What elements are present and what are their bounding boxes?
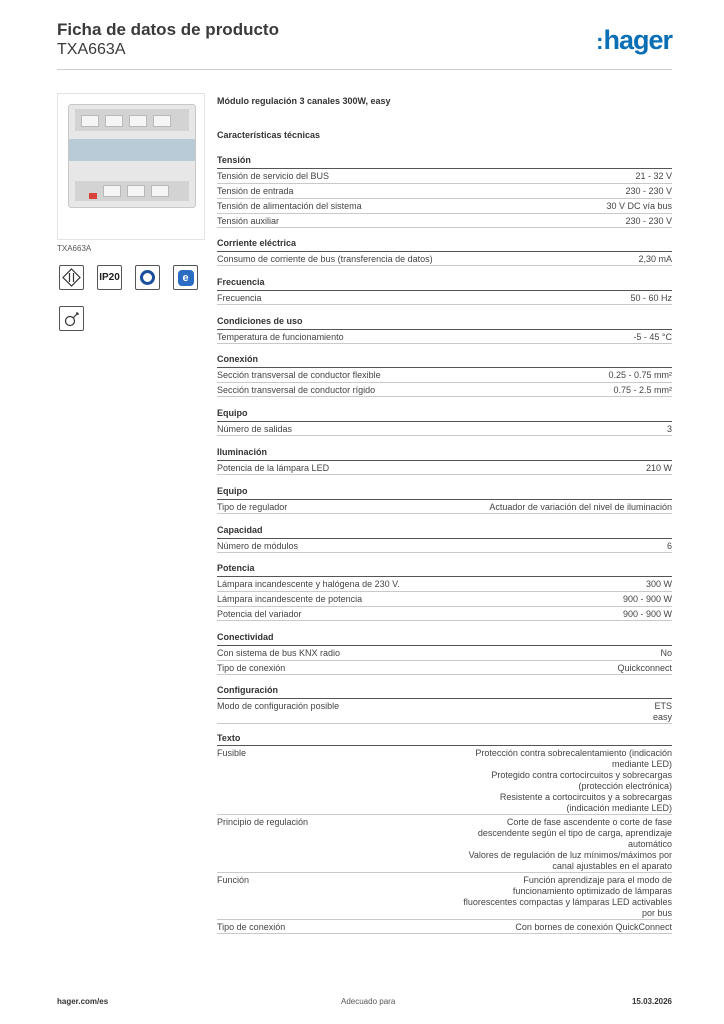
spec-value-line: por bus [641,908,672,918]
section-title: Texto [217,733,241,743]
spec-value: 50 - 60 Hz [630,293,672,303]
terminal-icon [103,185,121,197]
spec-value: -5 - 45 °C [633,332,672,342]
spec-label: Tipo de regulador [217,502,288,512]
spec-label: Número de salidas [217,424,293,434]
spec-row [217,872,672,919]
spec-value: 2,30 mA [638,254,672,264]
spec-value-line: Valores de regulación de luz mínimos/máximos por [468,850,672,860]
spec-value: 230 - 230 V [625,216,672,226]
section-title: Conexión [217,354,259,364]
spec-row [217,382,672,397]
quality-cert-icon [135,265,160,290]
spec-row [217,745,672,814]
spec-value: Quickconnect [617,663,672,673]
section-title: Capacidad [217,525,263,535]
spec-value-lines [463,875,672,919]
spec-row [217,290,672,305]
spec-value: Con bornes de conexión QuickConnect [515,922,672,932]
spec-row [217,183,672,198]
section-title: Configuración [217,685,278,695]
product-image [57,93,205,240]
spec-value-line: ETS [654,701,672,711]
spec-row [217,168,672,183]
spec-label: Lámpara incandescente de potencia [217,594,363,604]
section-title: Potencia [217,563,255,573]
spec-label: Tensión auxiliar [217,216,280,226]
spec-row [217,538,672,553]
spec-value-line: fluorescentes compactas y lámparas LED activables [463,897,672,907]
section-title: Conectividad [217,632,274,642]
spec-row [217,367,672,382]
spec-row [217,198,672,213]
spec-value: 900 - 900 W [622,594,672,604]
section-title: Frecuencia [217,277,265,287]
spec-label: Potencia del variador [217,609,302,619]
spec-label: Tensión de servicio del BUS [217,171,330,181]
spec-value-line: Protección contra sobrecalentamiento (indicación [475,748,672,758]
spec-row [217,251,672,266]
spec-value: 210 W [645,463,672,473]
spec-row [217,329,672,344]
spec-value-line: (protección electrónica) [578,781,672,791]
section-title: Equipo [217,408,248,418]
terminal-icon [127,185,145,197]
spec-value: 300 W [645,579,672,589]
spec-label: Función [217,875,250,885]
spec-value: Actuador de variación del nivel de iluminación [489,502,672,512]
spec-value: 6 [666,541,672,551]
spec-label: Número de módulos [217,541,299,551]
spec-value: 0.75 - 2.5 mm² [613,385,672,395]
footer-suitable-for: Adecuado para [341,997,396,1006]
spec-row [217,460,672,475]
spec-label: Temperatura de funcionamiento [217,332,344,342]
spec-label: Consumo de corriente de bus (transferencia de datos) [217,254,433,264]
section-title: Condiciones de uso [217,316,303,326]
terminal-icon [81,115,99,127]
footer-date: 15.03.2026 [631,997,672,1006]
spec-value: 21 - 32 V [635,171,672,181]
spec-row [217,421,672,436]
product-main-title: Módulo regulación 3 canales 300W, easy [217,96,391,106]
terminal-icon [151,185,169,197]
spec-label: Tensión de alimentación del sistema [217,201,362,211]
section-title: Corriente eléctrica [217,238,297,248]
spec-label: Sección transversal de conductor flexible [217,370,381,380]
spec-value-line: (indicación mediante LED) [566,803,672,813]
spec-row [217,919,672,934]
spec-value-lines [475,748,672,814]
section-title: Tensión [217,155,251,165]
spec-label: Tensión de entrada [217,186,294,196]
bus-connector-icon [89,193,97,199]
logo-text: hager [603,25,672,55]
terminal-icon [153,115,171,127]
footer-website-link[interactable]: hager.com/es [57,997,109,1006]
spec-value-lines [653,701,672,723]
spec-value: 30 V DC vía bus [606,201,672,211]
spec-value-line: canal ajustables en el aparato [552,861,672,871]
spec-value-line: easy [652,712,672,722]
terminal-icon [129,115,147,127]
spec-value: 0.25 - 0.75 mm² [608,370,672,380]
spec-row [217,591,672,606]
spec-label: Sección transversal de conductor rígido [217,385,376,395]
logo-dots-icon: : [596,29,604,54]
spec-label: Modo de configuración posible [217,701,340,711]
spec-value-line: Protegido contra cortocircuitos y sobrecargas [491,770,672,780]
spec-label: Potencia de la lámpara LED [217,463,330,473]
technical-characteristics-title: Características técnicas [217,130,321,140]
spec-label: Fusible [217,748,247,758]
spec-value: No [660,648,672,658]
spec-value-line: funcionamiento optimizado de lámparas [512,886,672,896]
spec-row [217,606,672,621]
header-divider [57,69,672,70]
spec-row [217,660,672,675]
spec-row [217,213,672,228]
spec-label: Tipo de conexión [217,922,286,932]
spec-label: Frecuencia [217,293,262,303]
spec-value: 900 - 900 W [622,609,672,619]
eco-cert-icon: e [173,265,198,290]
spec-value: 230 - 230 V [625,186,672,196]
product-reference: TXA663A [57,41,126,58]
page-title: Ficha de datos de producto [57,20,279,39]
spec-row [217,645,672,660]
spec-value-line: Resistente a cortocircuitos y a sobrecargas [499,792,672,802]
terminal-icon [105,115,123,127]
spec-label: Con sistema de bus KNX radio [217,648,341,658]
spec-row [217,698,672,724]
spec-value-lines [469,817,672,872]
hager-logo[interactable] [596,24,672,58]
product-image-caption: TXA663A [57,244,92,253]
spec-row [217,576,672,591]
front-label-strip [69,139,195,161]
spec-value: 3 [666,424,672,434]
spec-value-line: Función aprendizaje para el modo de [523,875,672,885]
spec-value-line: Corte de fase ascendente o corte de fase [506,817,672,827]
spec-value-line: automático [627,839,672,849]
dimmer-module-illustration [68,104,196,208]
ip20-cert-badge: IP20 [97,265,122,290]
spec-label: Tipo de conexión [217,663,286,673]
spec-value-line: mediante LED) [611,759,672,769]
spec-label: Lámpara incandescente y halógena de 230 V. [217,579,400,589]
terminal-row-top [75,109,189,131]
recycling-cert-icon [59,306,84,331]
section-title: Iluminación [217,447,268,457]
spec-label: Principio de regulación [217,817,309,827]
section-title: Equipo [217,486,248,496]
spec-row [217,814,672,872]
spec-row [217,499,672,514]
spec-value-line: descendente según el tipo de carga, aprendizaje [477,828,672,838]
double-insulation-cert-icon [59,265,84,290]
